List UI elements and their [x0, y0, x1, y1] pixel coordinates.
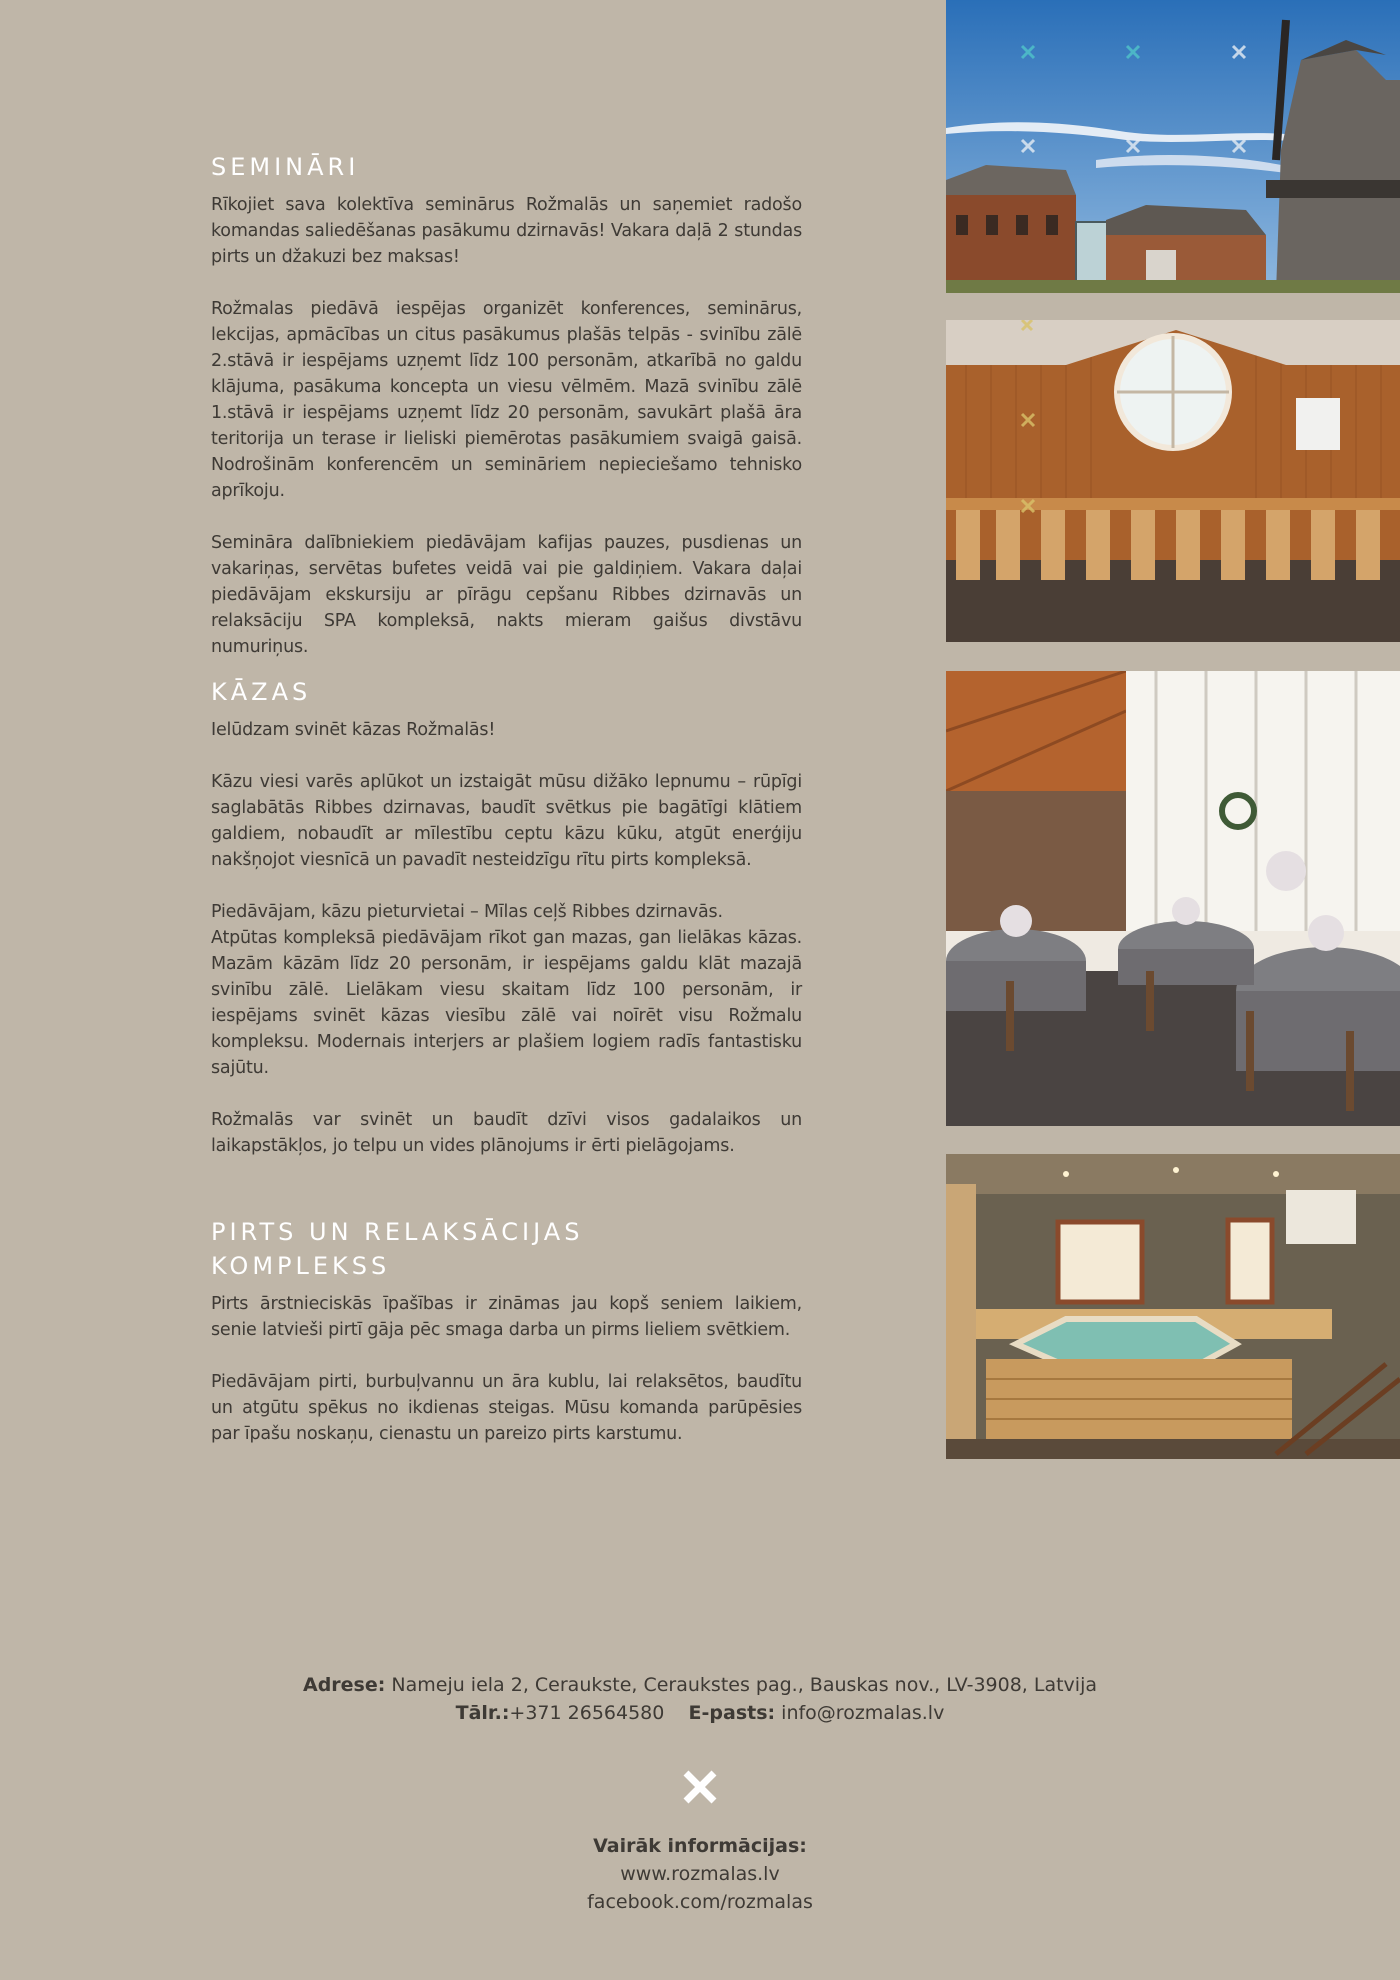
- kazas-description: Kāzu viesi varēs aplūkot un izstaigāt mūsu dižāko lepnumu – rūpīgi saglabātās Ribbes dzirnavas, baudīt svētkus pie bagātīgi klātiem galdiem, nobaudīt ar mīlestību ceptu kāzu kūku, atgūt enerģiju nakšņojot viesnīcā un pavadīt nesteidzīgu rītu pirts kompleksā.: [211, 772, 802, 870]
- email-label: E-pasts:: [688, 1702, 776, 1724]
- content-column: [211, 150, 802, 1444]
- section-kazas: [211, 675, 802, 1185]
- footer-address-line: [0, 1671, 1400, 1699]
- section-title-pirts-line2: KOMPLEKSS: [211, 1252, 391, 1280]
- website-link[interactable]: www.rozmalas.lv: [620, 1863, 780, 1885]
- kazas-intro: Ielūdzam svinēt kāzas Rožmalās!: [211, 720, 496, 740]
- phone-value[interactable]: +371 26564580: [509, 1702, 665, 1724]
- kazas-stop: Piedāvājam, kāzu pieturvietai – Mīlas ceļš Ribbes dzirnavās.: [211, 902, 723, 922]
- section-seminari: [211, 150, 802, 660]
- more-info-label: [0, 1832, 1400, 1860]
- kazas-sizes: Atpūtas kompleksā piedāvājam rīkot gan mazas, gan lielākas kāzas. Mazām kāzām līdz 20 personām, ir iespējams galdu klāt mazajā svinību zālē. Lielākam viesu skaitam līdz 100 personām, ir iespējams svinēt kāzas viesību zālē vai noīrēt visu Rožmalu kompleksu. Modernais interjers ar plašiem logiem radīs fantastisku sajūtu.: [211, 928, 802, 1078]
- section-title-pirts: [211, 1215, 802, 1283]
- photo-exterior-windmill: [946, 0, 1400, 293]
- email-value[interactable]: info@rozmalas.lv: [781, 1702, 945, 1724]
- address-value: Nameju iela 2, Ceraukste, Ceraukstes pag., Bauskas nov., LV-3908, Latvija: [391, 1674, 1098, 1696]
- seminari-intro: Rīkojiet sava kolektīva seminārus Rožmalās un saņemiet radošo komandas saliedēšanas pasākumu dzirnavās! Vakara daļā 2 stundas pirts un džakuzi bez maksas!: [211, 195, 802, 267]
- address-label: Adrese:: [302, 1674, 386, 1696]
- photo-wedding-hall: [946, 671, 1400, 1126]
- section-title-seminari: SEMINĀRI: [211, 153, 360, 181]
- footer-contacts: [0, 1671, 1400, 1727]
- seminari-venues: Rožmalas piedāvā iespējas organizēt konferences, seminārus, lekcijas, apmācības un citus pasākumus plašās telpās - svinību zālē 2.stāvā ir iespējams uzņemt līdz 100 personām, atkarībā no galdu klājuma, pasākuma koncepta un viesu vēlmēm. Mazā svinību zālē 1.stāvā ir iespējams uzņemt līdz 20 personām, savukārt plašā āra teritorija un terase ir lieliski piemērotas pasākumiem svaigā gaisā. Nodrošinām konferencēm un semināriem nepieciešamo tehnisko aprīkoju.: [211, 299, 802, 501]
- section-pirts: [211, 1215, 802, 1473]
- section-title-kazas: KĀZAS: [211, 678, 312, 706]
- kazas-seasons: Rožmalās var svinēt un baudīt dzīvi visos gadalaikos un laikapstākļos, jo telpu un vides plānojums ir ērti pielāgojams.: [211, 1110, 802, 1156]
- pirts-offer: Piedāvājam pirti, burbuļvannu un āra kublu, lai relaksētos, baudītu un atgūtu spēkus no ikdienas steigas. Mūsu komanda parūpēsies par īpašu noskaņu, cienastu un pareizo pirts karstumu.: [211, 1372, 802, 1444]
- footer-contact-line: [0, 1699, 1400, 1727]
- pirts-history: Pirts ārstnieciskās īpašības ir zināmas jau kopš seniem laikiem, senie latvieši pirtī gāja pēc smaga darba un pirms lieliem svētkiem.: [211, 1294, 802, 1340]
- seminari-catering: Semināra dalībniekiem piedāvājam kafijas pauzes, pusdienas un vakariņas, servētas bufetes veidā vai pie galdiņiem. Vakara daļai piedāvājam ekskursiju ar pīrāgu cepšanu Ribbes dzirnavās un relaksāciju SPA kompleksā, nakts mieram gaišus divstāvu numuriņus.: [211, 533, 802, 657]
- photo-spa-jacuzzi: [946, 1154, 1400, 1459]
- phone-label: Tālr.:: [455, 1702, 510, 1724]
- facebook-link[interactable]: facebook.com/rozmalas: [587, 1891, 813, 1913]
- photo-seminar-room: [946, 320, 1400, 642]
- more-info-heading: Vairāk informācijas:: [593, 1835, 807, 1857]
- section-title-pirts-line1: PIRTS UN RELAKSĀCIJAS: [211, 1218, 584, 1246]
- x-mark-icon: [678, 1765, 722, 1809]
- footer-more-info: [0, 1832, 1400, 1916]
